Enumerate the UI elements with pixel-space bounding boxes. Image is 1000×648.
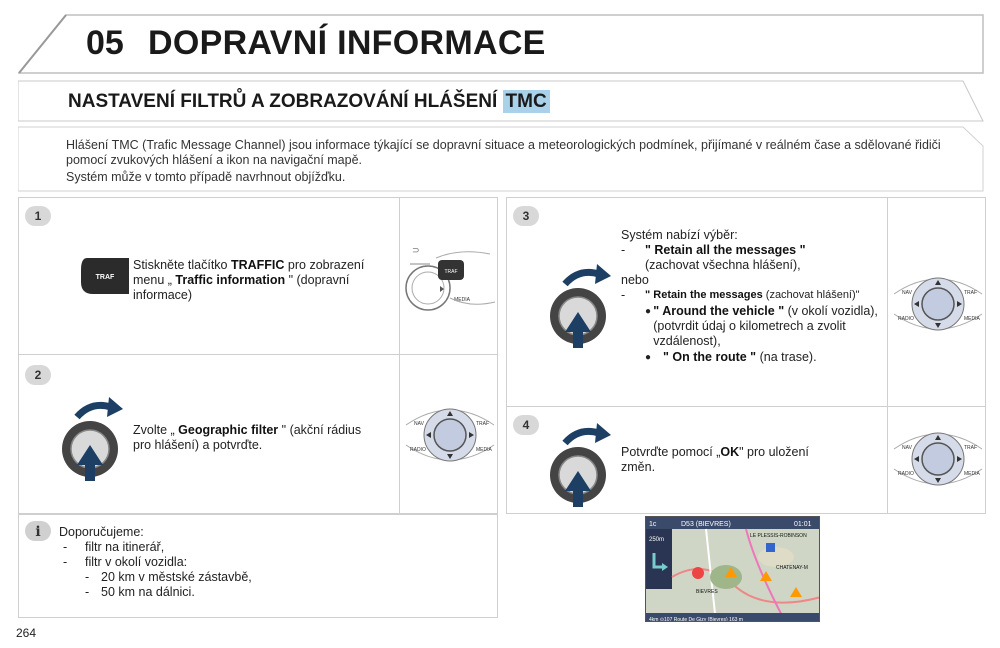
- step-3-text: [621, 228, 879, 365]
- step-4-text-c: " pro uložení změn.: [621, 445, 809, 474]
- step-3-sub-2-bold: " On the route ": [663, 350, 757, 364]
- chapter-number: 05: [86, 24, 124, 62]
- step-3-option-1-rest: (zachovat všechna hlášení),: [645, 258, 801, 272]
- page-number: 264: [16, 626, 37, 640]
- step-3-intro: Systém nabízí výběr:: [621, 228, 738, 242]
- tip-sub-1: [59, 570, 479, 585]
- map-header: D53 (BIEVRES): [681, 521, 731, 528]
- traffic-button-label: TRAF: [95, 274, 115, 281]
- step-1-badge: 1: [25, 206, 51, 226]
- tip-item-1-text: filtr na itinerář,: [85, 540, 165, 554]
- step-4-image: [887, 407, 986, 513]
- tip-text: [59, 525, 479, 600]
- step-3-option-2-dash: -: [621, 288, 626, 302]
- ctrl2-nav-label: NAV: [414, 421, 424, 427]
- rotate-press-knob-icon: [57, 393, 127, 485]
- intro-box: [18, 126, 984, 192]
- navigation-map-image: [645, 516, 820, 622]
- ctrl2-media-label: MEDIA: [476, 447, 492, 453]
- tip-sub-2: [59, 585, 479, 600]
- intro-line-2: Systém může v tomto případě navrhnout objížďku.: [66, 170, 346, 184]
- map-place-3: BIEVRES: [696, 589, 718, 595]
- section-title-prefix: NASTAVENÍ FILTRŮ A ZOBRAZOVÁNÍ HLÁŠENÍ: [68, 91, 503, 112]
- step-1-text: [133, 258, 373, 303]
- tip-sub-2-text: 50 km na dálnici.: [101, 585, 195, 599]
- info-icon-glyph: i: [35, 524, 41, 540]
- step-2-text-a: Zvolte „: [133, 423, 179, 437]
- step-1-image: [399, 198, 498, 354]
- tip-sub-1-text: 20 km v městské zástavbě,: [101, 570, 252, 584]
- navigation-controller-icon: [400, 355, 499, 513]
- tip-box: [18, 514, 498, 618]
- map-footer: 4km ⊙107 Route De Gizy (Bievres) 163 m: [649, 617, 743, 622]
- step-3-sub-2-rest: (na trase).: [756, 350, 817, 364]
- step-3-option-2: [621, 288, 879, 303]
- ctrl4-traf-label: TRAF: [964, 445, 978, 451]
- tip-item-2-text: filtr v okolí vozidla:: [85, 555, 188, 569]
- ctrl2-traf-label: TRAF: [476, 421, 490, 427]
- step-3-option-2-rest: (zachovat hlášení)": [762, 289, 860, 301]
- tip-item-1-dash: -: [63, 540, 68, 554]
- step-1-text-e: " (dopravní informace): [133, 273, 350, 302]
- step-3-sub-1: [621, 304, 879, 349]
- intro-line-1: Hlášení TMC (Trafic Message Channel) jsou informace týkající se dopravní situace a meteorologických podmínek, přijímané v reálném čase a sdělované řidiči pomocí zvukových hlášení a ikon na navigační mapě.: [66, 138, 941, 167]
- map-corner: 1c: [649, 521, 657, 528]
- ctrl3-media-label: MEDIA: [964, 316, 980, 322]
- chapter-title: DOPRAVNÍ INFORMACE: [148, 24, 546, 62]
- step-3-option-1-dash: -: [621, 243, 626, 257]
- ctrl3-traf-label: TRAF: [964, 290, 978, 296]
- tip-item-2-dash: -: [63, 555, 68, 569]
- step-3-sub-1-rest: (v okolí vozidla), (potvrdit údaj o kilometrech a zvolit vzdálenost),: [653, 304, 878, 348]
- intro-text: [66, 138, 946, 185]
- section-title: [68, 91, 550, 113]
- step-3-panel: [506, 197, 986, 407]
- step-2-badge: 2: [25, 365, 51, 385]
- chapter-header: [18, 14, 984, 74]
- step-3-image: [887, 198, 986, 406]
- map-distance: 250m: [649, 537, 665, 543]
- step-2-image: [399, 355, 498, 513]
- ctrl4-media-label: MEDIA: [964, 471, 980, 477]
- rotate-press-knob-icon-4: [545, 419, 615, 511]
- tip-heading: Doporučujeme:: [59, 525, 144, 539]
- section-title-highlight: TMC: [503, 90, 550, 113]
- step-3-option-2-bold: " Retain the messages: [645, 289, 763, 301]
- step-1-text-c: pro zobrazení menu „: [133, 258, 365, 287]
- step-1-text-b: TRAFFIC: [230, 258, 285, 272]
- map-time: 01:01: [794, 521, 812, 528]
- step-1-text-a: Stiskněte tlačítko: [133, 258, 231, 272]
- step-1-panel: [18, 197, 498, 355]
- step-3-option-1: [621, 243, 879, 273]
- navigation-controller-icon-4: [888, 407, 987, 513]
- radio-media-label: MEDIA: [454, 297, 470, 303]
- step-4-text-a: Potvrďte pomocí „: [621, 445, 721, 459]
- navigation-map: [646, 517, 820, 622]
- step-3-sub-2-bullet: ●: [645, 352, 652, 363]
- step-2-text-b: Geographic filter: [178, 423, 279, 437]
- ctrl3-nav-label: NAV: [902, 290, 912, 296]
- tip-sub-2-dash: -: [85, 585, 90, 599]
- tip-item-1: [59, 540, 479, 555]
- step-3-sub-1-bold: " Around the vehicle ": [653, 304, 785, 318]
- section-header: [18, 80, 984, 122]
- navigation-controller-icon-3: [888, 198, 987, 406]
- rotate-press-knob-icon-3: [545, 260, 615, 352]
- ctrl3-radio-label: RADIO: [898, 316, 914, 322]
- step-2-text: [133, 423, 363, 453]
- tip-item-2: [59, 555, 479, 570]
- traffic-button-icon: [79, 256, 131, 296]
- step-3-badge: 3: [513, 206, 539, 226]
- step-4-text-b: OK: [720, 445, 740, 459]
- ctrl2-radio-label: RADIO: [410, 447, 426, 453]
- ctrl4-radio-label: RADIO: [898, 471, 914, 477]
- info-icon: [25, 521, 51, 541]
- map-place-2: CHATENAY-M: [776, 565, 808, 571]
- radio-panel-icon: [400, 198, 499, 354]
- radio-traf-label: TRAF: [444, 269, 458, 275]
- svg-text:⊃: ⊃: [412, 245, 420, 255]
- step-3-option-1-bold: " Retain all the messages ": [645, 243, 806, 257]
- step-3-or: nebo: [621, 273, 649, 287]
- tip-sub-1-dash: -: [85, 570, 90, 584]
- ctrl4-nav-label: NAV: [902, 445, 912, 451]
- step-2-text-c: " (akční rádius pro hlášení) a potvrďte.: [133, 423, 362, 452]
- step-4-text: [621, 445, 821, 475]
- step-3-sub-1-bullet: ●: [645, 306, 652, 317]
- step-3-sub-2: [621, 350, 879, 365]
- step-4-badge: 4: [513, 415, 539, 435]
- step-1-text-d: Traffic information: [175, 273, 286, 287]
- step-4-panel: [506, 406, 986, 514]
- step-2-panel: [18, 354, 498, 514]
- map-place-1: LE PLESSIS-ROBINSON: [750, 533, 807, 539]
